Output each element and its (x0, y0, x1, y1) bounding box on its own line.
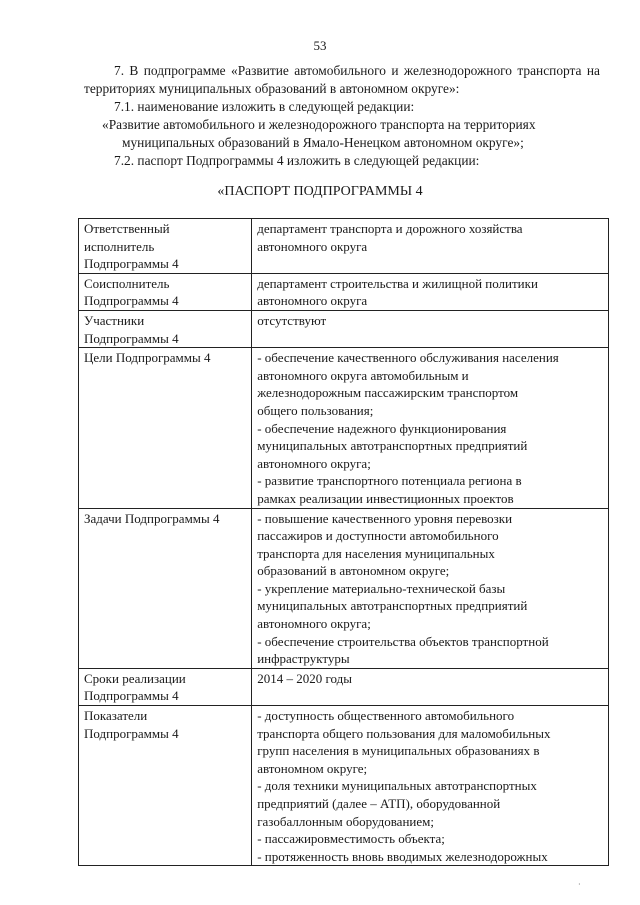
row-label-line: исполнитель (84, 238, 155, 254)
row-value-line: образований в автономном округе; (257, 563, 450, 579)
row-value-line: общего пользования; (257, 402, 374, 418)
amendment-text (84, 62, 600, 170)
row-value-line: департамент строительства и жилищной политики (257, 275, 538, 291)
row-label-line: Подпрограммы 4 (84, 330, 179, 346)
new-title-quote (84, 116, 600, 152)
row-value-line: транспорта общего пользования для маломобильных (257, 725, 551, 741)
scan-mark: · (578, 880, 581, 889)
row-label-cell (79, 706, 252, 866)
row-value-line: - развитие транспортного потенциала региона в (257, 473, 522, 489)
row-value-line: отсутствуют (257, 312, 327, 328)
row-value-line: автономного округа; (257, 455, 371, 471)
row-value-line: инфраструктуры (257, 651, 350, 667)
table-row (79, 668, 609, 705)
row-value-cell (252, 310, 609, 347)
row-value-line: - обеспечение строительства объектов транспортной (257, 633, 549, 649)
table-row (79, 273, 609, 310)
passport-title: «ПАСПОРТ ПОДПРОГРАММЫ 4 (217, 184, 423, 199)
quote-line-2: муниципальных образований в Ямало-Ненецком автономном округе»; (122, 135, 524, 150)
row-value-line: - укрепление материально-технической базы (257, 580, 506, 596)
row-value-cell (252, 668, 609, 705)
row-value-line: муниципальных автотранспортных предприятий (257, 598, 528, 614)
row-label-cell (79, 310, 252, 347)
row-value-line: газобаллонным оборудованием; (257, 813, 434, 829)
row-value-line: - обеспечение надежного функционирования (257, 420, 507, 436)
row-value-line: автономного округа автомобильным и (257, 367, 469, 383)
row-label-cell (79, 508, 252, 668)
item-7-2-text: 7.2. паспорт Подпрограммы 4 изложить в следующей редакции: (114, 153, 480, 168)
table-row (79, 348, 609, 508)
row-value-line: предприятий (далее – АТП), оборудованной (257, 796, 501, 811)
row-value-line: железнодорожным пассажирским транспортом (257, 385, 519, 401)
row-label-line: Задачи Подпрограммы 4 (84, 510, 220, 526)
item-7-1-text: 7.1. наименование изложить в следующей редакции: (114, 99, 415, 114)
row-value-line: пассажиров и доступности автомобильного (257, 528, 499, 544)
row-label-line: Подпрограммы 4 (84, 256, 179, 272)
row-label-line: Участники (84, 312, 145, 328)
row-label-line: Соисполнитель (84, 275, 170, 291)
row-label-cell (79, 273, 252, 310)
row-value-line: - пассажировместимость объекта; (257, 831, 445, 847)
table-row (79, 508, 609, 668)
row-value-line: - доступность общественного автомобильного (257, 708, 515, 724)
row-value-line: автономного округа (257, 293, 368, 309)
row-value-cell (252, 508, 609, 668)
row-value-line: - доля техники муниципальных автотранспортных (257, 778, 537, 794)
row-value-line: - обеспечение качественного обслуживания населения (257, 350, 559, 366)
row-value-line: - протяженность вновь вводимых железнодорожных (257, 848, 548, 864)
row-value-line: 2014 – 2020 годы (257, 670, 352, 686)
row-value-line: рамках реализации инвестиционных проектов (257, 490, 514, 506)
item-7-text: 7. В подпрограмме «Развитие автомобильного и железнодорожного транспорта на территориях муниципальных образований в автономном округе»: (84, 63, 600, 96)
row-label-line: Ответственный (84, 221, 170, 236)
row-label-line: Показатели (84, 708, 148, 724)
row-value-line: департамент транспорта и дорожного хозяйства (257, 221, 523, 236)
table-row (79, 310, 609, 347)
row-value-line: групп населения в муниципальных образованиях в (257, 743, 540, 759)
row-value-cell (252, 348, 609, 508)
row-label-cell (79, 219, 252, 274)
row-value-cell (252, 219, 609, 274)
row-label-line: Сроки реализации (84, 670, 186, 686)
row-value-cell (252, 273, 609, 310)
row-label-line: Цели Подпрограммы 4 (84, 350, 211, 366)
row-value-line: автономного округа (257, 238, 368, 254)
row-value-line: муниципальных автотранспортных предприятий (257, 438, 528, 454)
row-value-line: автономном округе; (257, 760, 368, 776)
row-label-line: Подпрограммы 4 (84, 688, 179, 704)
row-value-line: транспорта для населения муниципальных (257, 545, 495, 561)
page-number: 53 (313, 38, 327, 53)
row-value-cell (252, 706, 609, 866)
quote-line-1: «Развитие автомобильного и железнодорожного транспорта на территориях (102, 117, 536, 132)
row-label-cell (79, 348, 252, 508)
row-value-line: автономного округа; (257, 616, 371, 632)
row-value-line: - повышение качественного уровня перевозки (257, 510, 513, 526)
passport-table (78, 218, 609, 866)
table-row (79, 706, 609, 866)
row-label-cell (79, 668, 252, 705)
row-label-line: Подпрограммы 4 (84, 725, 179, 741)
row-label-line: Подпрограммы 4 (84, 293, 179, 309)
table-row (79, 219, 609, 274)
